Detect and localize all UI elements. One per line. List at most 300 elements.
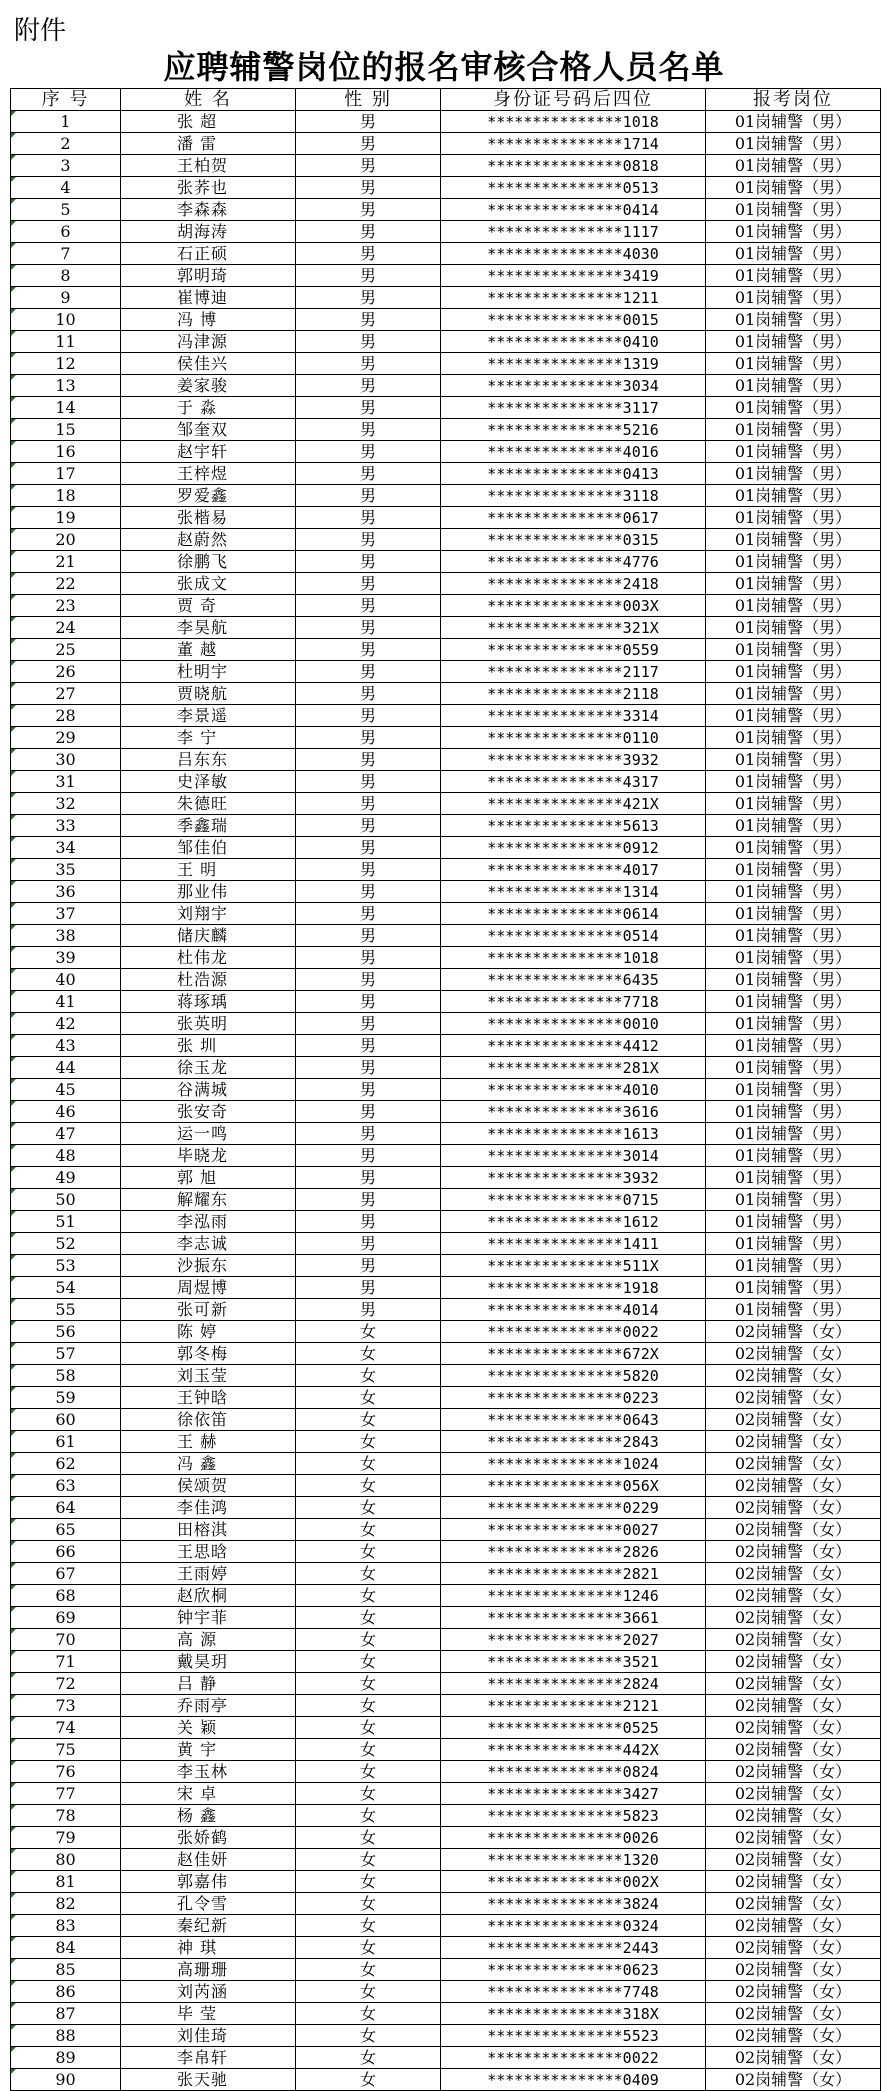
cell-name: 郭冬梅 bbox=[121, 1343, 296, 1365]
cell-id-last4: ***************0010 bbox=[441, 1013, 706, 1035]
cell-id-last4: ***************3419 bbox=[441, 265, 706, 287]
cell-gender: 女 bbox=[296, 1893, 441, 1915]
cell-name: 李森森 bbox=[121, 199, 296, 221]
cell-name: 解耀东 bbox=[121, 1189, 296, 1211]
cell-post: 02岗辅警（女） bbox=[706, 1805, 881, 1827]
cell-seq: 37 bbox=[11, 903, 121, 925]
table-row bbox=[11, 2003, 881, 2025]
cell-gender: 男 bbox=[296, 133, 441, 155]
cell-name: 赵佳妍 bbox=[121, 1849, 296, 1871]
table-row bbox=[11, 331, 881, 353]
cell-gender: 男 bbox=[296, 749, 441, 771]
cell-gender: 男 bbox=[296, 793, 441, 815]
table-row bbox=[11, 1981, 881, 2003]
cell-seq: 85 bbox=[11, 1959, 121, 1981]
cell-gender: 男 bbox=[296, 1167, 441, 1189]
table-row bbox=[11, 353, 881, 375]
cell-seq: 50 bbox=[11, 1189, 121, 1211]
table-row bbox=[11, 1827, 881, 1849]
cell-gender: 男 bbox=[296, 1013, 441, 1035]
cell-gender: 男 bbox=[296, 507, 441, 529]
cell-name: 潘 雷 bbox=[121, 133, 296, 155]
cell-name: 冯 鑫 bbox=[121, 1453, 296, 1475]
table-row bbox=[11, 1673, 881, 1695]
cell-seq: 41 bbox=[11, 991, 121, 1013]
cell-id-last4: ***************2843 bbox=[441, 1431, 706, 1453]
cell-post: 01岗辅警（男） bbox=[706, 683, 881, 705]
table-row bbox=[11, 1497, 881, 1519]
col-header-gender: 性 别 bbox=[296, 89, 441, 111]
cell-name: 那业伟 bbox=[121, 881, 296, 903]
cell-name: 谷满城 bbox=[121, 1079, 296, 1101]
cell-post: 02岗辅警（女） bbox=[706, 1783, 881, 1805]
cell-name: 杜伟龙 bbox=[121, 947, 296, 969]
cell-post: 01岗辅警（男） bbox=[706, 903, 881, 925]
cell-name: 吕 静 bbox=[121, 1673, 296, 1695]
cell-post: 02岗辅警（女） bbox=[706, 1365, 881, 1387]
cell-gender: 男 bbox=[296, 925, 441, 947]
cell-id-last4: ***************5523 bbox=[441, 2025, 706, 2047]
cell-id-last4: ***************7718 bbox=[441, 991, 706, 1013]
cell-seq: 71 bbox=[11, 1651, 121, 1673]
cell-post: 01岗辅警（男） bbox=[706, 749, 881, 771]
cell-name: 张 圳 bbox=[121, 1035, 296, 1057]
cell-seq: 69 bbox=[11, 1607, 121, 1629]
cell-gender: 女 bbox=[296, 1717, 441, 1739]
table-row bbox=[11, 705, 881, 727]
cell-post: 01岗辅警（男） bbox=[706, 133, 881, 155]
cell-id-last4: ***************3521 bbox=[441, 1651, 706, 1673]
cell-seq: 11 bbox=[11, 331, 121, 353]
cell-gender: 男 bbox=[296, 397, 441, 419]
cell-name: 石正硕 bbox=[121, 243, 296, 265]
cell-post: 01岗辅警（男） bbox=[706, 353, 881, 375]
cell-name: 黄 宇 bbox=[121, 1739, 296, 1761]
table-row bbox=[11, 1519, 881, 1541]
cell-seq: 76 bbox=[11, 1761, 121, 1783]
table-row bbox=[11, 1409, 881, 1431]
cell-id-last4: ***************2824 bbox=[441, 1673, 706, 1695]
cell-gender: 女 bbox=[296, 1871, 441, 1893]
cell-gender: 男 bbox=[296, 1079, 441, 1101]
cell-post: 01岗辅警（男） bbox=[706, 111, 881, 133]
cell-name: 王 赫 bbox=[121, 1431, 296, 1453]
cell-seq: 13 bbox=[11, 375, 121, 397]
cell-post: 02岗辅警（女） bbox=[706, 1541, 881, 1563]
cell-gender: 女 bbox=[296, 1585, 441, 1607]
table-row bbox=[11, 1937, 881, 1959]
cell-gender: 女 bbox=[296, 1695, 441, 1717]
cell-post: 02岗辅警（女） bbox=[706, 1453, 881, 1475]
cell-name: 王雨婷 bbox=[121, 1563, 296, 1585]
cell-seq: 44 bbox=[11, 1057, 121, 1079]
cell-id-last4: ***************0912 bbox=[441, 837, 706, 859]
table-row bbox=[11, 1563, 881, 1585]
table-row bbox=[11, 441, 881, 463]
cell-gender: 女 bbox=[296, 2025, 441, 2047]
cell-seq: 6 bbox=[11, 221, 121, 243]
cell-id-last4: ***************0026 bbox=[441, 1827, 706, 1849]
table-row bbox=[11, 859, 881, 881]
cell-post: 02岗辅警（女） bbox=[706, 1717, 881, 1739]
cell-seq: 38 bbox=[11, 925, 121, 947]
cell-id-last4: ***************442X bbox=[441, 1739, 706, 1761]
cell-post: 02岗辅警（女） bbox=[706, 1893, 881, 1915]
cell-name: 李景遥 bbox=[121, 705, 296, 727]
cell-name: 赵宇轩 bbox=[121, 441, 296, 463]
cell-name: 董 越 bbox=[121, 639, 296, 661]
table-row bbox=[11, 1233, 881, 1255]
cell-seq: 27 bbox=[11, 683, 121, 705]
cell-seq: 89 bbox=[11, 2047, 121, 2069]
cell-id-last4: ***************1320 bbox=[441, 1849, 706, 1871]
cell-post: 02岗辅警（女） bbox=[706, 1343, 881, 1365]
cell-name: 赵蔚然 bbox=[121, 529, 296, 551]
cell-id-last4: ***************2121 bbox=[441, 1695, 706, 1717]
cell-name: 刘翔宇 bbox=[121, 903, 296, 925]
cell-id-last4: ***************1018 bbox=[441, 111, 706, 133]
cell-post: 01岗辅警（男） bbox=[706, 375, 881, 397]
attachment-label: 附件 bbox=[14, 16, 67, 46]
table-row bbox=[11, 1959, 881, 1981]
cell-id-last4: ***************1319 bbox=[441, 353, 706, 375]
cell-name: 李佳鸿 bbox=[121, 1497, 296, 1519]
cell-post: 01岗辅警（男） bbox=[706, 243, 881, 265]
cell-name: 于 淼 bbox=[121, 397, 296, 419]
cell-seq: 32 bbox=[11, 793, 121, 815]
cell-post: 01岗辅警（男） bbox=[706, 287, 881, 309]
cell-id-last4: ***************1613 bbox=[441, 1123, 706, 1145]
cell-post: 02岗辅警（女） bbox=[706, 1585, 881, 1607]
cell-name: 王思晗 bbox=[121, 1541, 296, 1563]
cell-name: 毕 莹 bbox=[121, 2003, 296, 2025]
cell-gender: 女 bbox=[296, 2003, 441, 2025]
cell-seq: 47 bbox=[11, 1123, 121, 1145]
cell-seq: 36 bbox=[11, 881, 121, 903]
cell-id-last4: ***************4776 bbox=[441, 551, 706, 573]
cell-name: 冯 博 bbox=[121, 309, 296, 331]
table-row bbox=[11, 1035, 881, 1057]
cell-seq: 62 bbox=[11, 1453, 121, 1475]
cell-name: 崔博迪 bbox=[121, 287, 296, 309]
cell-post: 01岗辅警（男） bbox=[706, 925, 881, 947]
table-row bbox=[11, 1343, 881, 1365]
cell-seq: 33 bbox=[11, 815, 121, 837]
cell-post: 02岗辅警（女） bbox=[706, 1849, 881, 1871]
cell-id-last4: ***************3118 bbox=[441, 485, 706, 507]
cell-seq: 70 bbox=[11, 1629, 121, 1651]
cell-seq: 35 bbox=[11, 859, 121, 881]
cell-id-last4: ***************0559 bbox=[441, 639, 706, 661]
cell-id-last4: ***************4016 bbox=[441, 441, 706, 463]
table-row bbox=[11, 771, 881, 793]
cell-gender: 男 bbox=[296, 199, 441, 221]
cell-name: 徐玉龙 bbox=[121, 1057, 296, 1079]
cell-seq: 5 bbox=[11, 199, 121, 221]
cell-post: 01岗辅警（男） bbox=[706, 969, 881, 991]
cell-post: 01岗辅警（男） bbox=[706, 221, 881, 243]
table-row bbox=[11, 1123, 881, 1145]
cell-post: 02岗辅警（女） bbox=[706, 1321, 881, 1343]
cell-post: 02岗辅警（女） bbox=[706, 1563, 881, 1585]
cell-name: 徐鹏飞 bbox=[121, 551, 296, 573]
table-header-row bbox=[11, 89, 881, 111]
cell-name: 徐依笛 bbox=[121, 1409, 296, 1431]
col-header-post: 报考岗位 bbox=[706, 89, 881, 111]
cell-gender: 女 bbox=[296, 1563, 441, 1585]
cell-gender: 男 bbox=[296, 683, 441, 705]
table-row bbox=[11, 419, 881, 441]
cell-gender: 女 bbox=[296, 2047, 441, 2069]
cell-gender: 女 bbox=[296, 1541, 441, 1563]
cell-gender: 男 bbox=[296, 551, 441, 573]
cell-gender: 女 bbox=[296, 1497, 441, 1519]
table-row bbox=[11, 1475, 881, 1497]
cell-post: 01岗辅警（男） bbox=[706, 463, 881, 485]
cell-seq: 8 bbox=[11, 265, 121, 287]
cell-gender: 男 bbox=[296, 1255, 441, 1277]
cell-name: 乔雨亭 bbox=[121, 1695, 296, 1717]
cell-gender: 男 bbox=[296, 1211, 441, 1233]
cell-gender: 男 bbox=[296, 1145, 441, 1167]
cell-id-last4: ***************281X bbox=[441, 1057, 706, 1079]
cell-post: 01岗辅警（男） bbox=[706, 1145, 881, 1167]
cell-id-last4: ***************0022 bbox=[441, 1321, 706, 1343]
cell-seq: 16 bbox=[11, 441, 121, 463]
cell-seq: 58 bbox=[11, 1365, 121, 1387]
cell-name: 神 琪 bbox=[121, 1937, 296, 1959]
cell-id-last4: ***************1714 bbox=[441, 133, 706, 155]
table-row bbox=[11, 243, 881, 265]
cell-id-last4: ***************6435 bbox=[441, 969, 706, 991]
cell-seq: 51 bbox=[11, 1211, 121, 1233]
cell-seq: 7 bbox=[11, 243, 121, 265]
cell-seq: 65 bbox=[11, 1519, 121, 1541]
table-row bbox=[11, 661, 881, 683]
cell-id-last4: ***************2027 bbox=[441, 1629, 706, 1651]
table-row bbox=[11, 2047, 881, 2069]
table-row bbox=[11, 177, 881, 199]
cell-post: 01岗辅警（男） bbox=[706, 1123, 881, 1145]
cell-gender: 男 bbox=[296, 309, 441, 331]
table-row bbox=[11, 2025, 881, 2047]
cell-gender: 女 bbox=[296, 1453, 441, 1475]
cell-name: 李志诚 bbox=[121, 1233, 296, 1255]
cell-id-last4: ***************421X bbox=[441, 793, 706, 815]
cell-gender: 男 bbox=[296, 705, 441, 727]
cell-post: 02岗辅警（女） bbox=[706, 1915, 881, 1937]
cell-post: 01岗辅警（男） bbox=[706, 661, 881, 683]
cell-name: 张可新 bbox=[121, 1299, 296, 1321]
cell-seq: 60 bbox=[11, 1409, 121, 1431]
cell-seq: 66 bbox=[11, 1541, 121, 1563]
cell-id-last4: ***************0525 bbox=[441, 1717, 706, 1739]
cell-name: 朱德旺 bbox=[121, 793, 296, 815]
col-header-name: 姓 名 bbox=[121, 89, 296, 111]
cell-gender: 男 bbox=[296, 1035, 441, 1057]
table-row bbox=[11, 1277, 881, 1299]
cell-seq: 73 bbox=[11, 1695, 121, 1717]
cell-seq: 39 bbox=[11, 947, 121, 969]
table-row bbox=[11, 1651, 881, 1673]
cell-gender: 男 bbox=[296, 1299, 441, 1321]
table-row bbox=[11, 1453, 881, 1475]
cell-seq: 80 bbox=[11, 1849, 121, 1871]
table-row bbox=[11, 1893, 881, 1915]
cell-id-last4: ***************2443 bbox=[441, 1937, 706, 1959]
cell-id-last4: ***************0022 bbox=[441, 2047, 706, 2069]
cell-gender: 女 bbox=[296, 1959, 441, 1981]
cell-seq: 72 bbox=[11, 1673, 121, 1695]
cell-post: 01岗辅警（男） bbox=[706, 529, 881, 551]
cell-seq: 4 bbox=[11, 177, 121, 199]
cell-name: 杜浩源 bbox=[121, 969, 296, 991]
table-row bbox=[11, 1167, 881, 1189]
cell-id-last4: ***************0410 bbox=[441, 331, 706, 353]
cell-post: 02岗辅警（女） bbox=[706, 1607, 881, 1629]
table-row bbox=[11, 1013, 881, 1035]
table-row bbox=[11, 683, 881, 705]
cell-id-last4: ***************0824 bbox=[441, 1761, 706, 1783]
cell-name: 张安奇 bbox=[121, 1101, 296, 1123]
cell-post: 01岗辅警（男） bbox=[706, 1189, 881, 1211]
cell-gender: 女 bbox=[296, 1607, 441, 1629]
cell-gender: 男 bbox=[296, 1277, 441, 1299]
cell-gender: 女 bbox=[296, 2069, 441, 2091]
cell-id-last4: ***************0715 bbox=[441, 1189, 706, 1211]
cell-post: 01岗辅警（男） bbox=[706, 419, 881, 441]
cell-gender: 男 bbox=[296, 617, 441, 639]
cell-gender: 男 bbox=[296, 331, 441, 353]
cell-gender: 男 bbox=[296, 881, 441, 903]
cell-name: 史泽敏 bbox=[121, 771, 296, 793]
cell-seq: 53 bbox=[11, 1255, 121, 1277]
cell-id-last4: ***************0414 bbox=[441, 199, 706, 221]
table-row bbox=[11, 1585, 881, 1607]
cell-name: 秦纪新 bbox=[121, 1915, 296, 1937]
cell-post: 01岗辅警（男） bbox=[706, 331, 881, 353]
cell-name: 吕东东 bbox=[121, 749, 296, 771]
cell-seq: 28 bbox=[11, 705, 121, 727]
cell-seq: 17 bbox=[11, 463, 121, 485]
cell-post: 01岗辅警（男） bbox=[706, 947, 881, 969]
cell-name: 储庆麟 bbox=[121, 925, 296, 947]
cell-seq: 40 bbox=[11, 969, 121, 991]
cell-id-last4: ***************321X bbox=[441, 617, 706, 639]
cell-id-last4: ***************5820 bbox=[441, 1365, 706, 1387]
cell-post: 02岗辅警（女） bbox=[706, 1937, 881, 1959]
cell-post: 01岗辅警（男） bbox=[706, 551, 881, 573]
cell-id-last4: ***************3314 bbox=[441, 705, 706, 727]
table-row bbox=[11, 1101, 881, 1123]
cell-id-last4: ***************0409 bbox=[441, 2069, 706, 2091]
cell-post: 01岗辅警（男） bbox=[706, 991, 881, 1013]
cell-id-last4: ***************2418 bbox=[441, 573, 706, 595]
cell-name: 李泓雨 bbox=[121, 1211, 296, 1233]
cell-name: 邹奎双 bbox=[121, 419, 296, 441]
cell-seq: 14 bbox=[11, 397, 121, 419]
cell-name: 刘佳琦 bbox=[121, 2025, 296, 2047]
cell-name: 杜明宇 bbox=[121, 661, 296, 683]
table-row bbox=[11, 1805, 881, 1827]
cell-seq: 49 bbox=[11, 1167, 121, 1189]
cell-post: 01岗辅警（男） bbox=[706, 881, 881, 903]
cell-id-last4: ***************0027 bbox=[441, 1519, 706, 1541]
table-row bbox=[11, 793, 881, 815]
cell-post: 01岗辅警（男） bbox=[706, 1035, 881, 1057]
cell-gender: 女 bbox=[296, 1409, 441, 1431]
cell-name: 郭嘉伟 bbox=[121, 1871, 296, 1893]
table-row bbox=[11, 1541, 881, 1563]
cell-seq: 48 bbox=[11, 1145, 121, 1167]
cell-seq: 15 bbox=[11, 419, 121, 441]
cell-gender: 女 bbox=[296, 1783, 441, 1805]
table-row bbox=[11, 507, 881, 529]
cell-id-last4: ***************318X bbox=[441, 2003, 706, 2025]
cell-name: 侯佳兴 bbox=[121, 353, 296, 375]
cell-gender: 男 bbox=[296, 1101, 441, 1123]
cell-name: 张天驰 bbox=[121, 2069, 296, 2091]
table-row bbox=[11, 1057, 881, 1079]
cell-id-last4: ***************0324 bbox=[441, 1915, 706, 1937]
cell-post: 01岗辅警（男） bbox=[706, 727, 881, 749]
cell-name: 郭 旭 bbox=[121, 1167, 296, 1189]
cell-gender: 男 bbox=[296, 837, 441, 859]
cell-seq: 45 bbox=[11, 1079, 121, 1101]
cell-gender: 男 bbox=[296, 287, 441, 309]
table-row bbox=[11, 2069, 881, 2091]
cell-id-last4: ***************0623 bbox=[441, 1959, 706, 1981]
cell-name: 沙振东 bbox=[121, 1255, 296, 1277]
cell-name: 关 颖 bbox=[121, 1717, 296, 1739]
cell-name: 胡海涛 bbox=[121, 221, 296, 243]
cell-seq: 54 bbox=[11, 1277, 121, 1299]
cell-id-last4: ***************0413 bbox=[441, 463, 706, 485]
cell-seq: 46 bbox=[11, 1101, 121, 1123]
cell-name: 周煜博 bbox=[121, 1277, 296, 1299]
cell-seq: 59 bbox=[11, 1387, 121, 1409]
cell-id-last4: ***************672X bbox=[441, 1343, 706, 1365]
cell-name: 贾 奇 bbox=[121, 595, 296, 617]
cell-name: 张英明 bbox=[121, 1013, 296, 1035]
cell-id-last4: ***************3034 bbox=[441, 375, 706, 397]
cell-gender: 男 bbox=[296, 485, 441, 507]
cell-post: 01岗辅警（男） bbox=[706, 1101, 881, 1123]
table-row bbox=[11, 903, 881, 925]
table-row bbox=[11, 221, 881, 243]
cell-post: 02岗辅警（女） bbox=[706, 2025, 881, 2047]
table-row bbox=[11, 1783, 881, 1805]
table-row bbox=[11, 639, 881, 661]
cell-name: 杨 鑫 bbox=[121, 1805, 296, 1827]
cell-post: 01岗辅警（男） bbox=[706, 1233, 881, 1255]
cell-id-last4: ***************0643 bbox=[441, 1409, 706, 1431]
table-row bbox=[11, 1871, 881, 1893]
cell-post: 02岗辅警（女） bbox=[706, 2069, 881, 2091]
cell-post: 01岗辅警（男） bbox=[706, 1079, 881, 1101]
table-row bbox=[11, 309, 881, 331]
cell-name: 王梓煜 bbox=[121, 463, 296, 485]
table-row bbox=[11, 1717, 881, 1739]
cell-seq: 82 bbox=[11, 1893, 121, 1915]
cell-gender: 女 bbox=[296, 1937, 441, 1959]
cell-post: 01岗辅警（男） bbox=[706, 1211, 881, 1233]
cell-name: 李玉林 bbox=[121, 1761, 296, 1783]
cell-post: 02岗辅警（女） bbox=[706, 2003, 881, 2025]
roster-table bbox=[10, 88, 881, 2091]
cell-gender: 男 bbox=[296, 265, 441, 287]
cell-name: 运一鸣 bbox=[121, 1123, 296, 1145]
